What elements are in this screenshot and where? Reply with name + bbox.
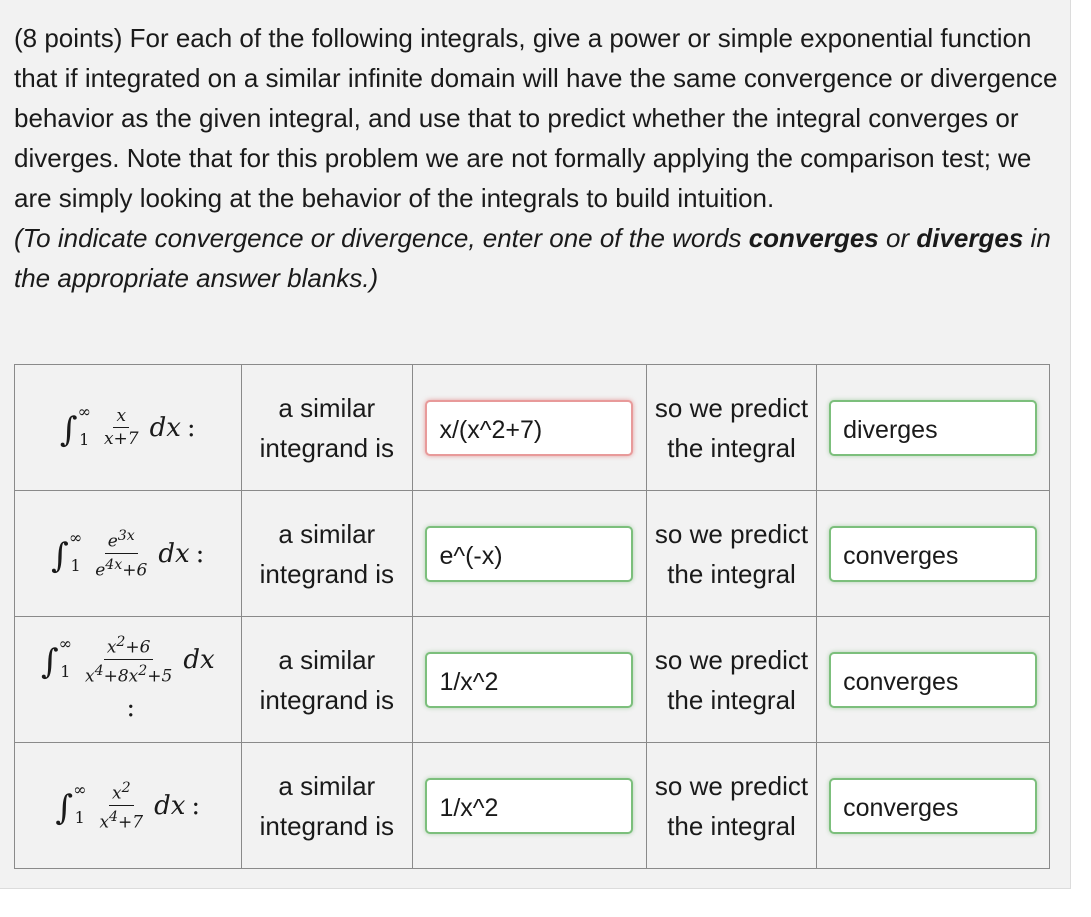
integral-sign: ∫ [51,535,69,576]
colon: : [126,692,136,723]
integrand-answer-cell [413,617,647,743]
instruction-note [14,218,1059,298]
upper-limit: ∞ [73,779,87,799]
predict-label: so we predict the integral [654,770,809,841]
predict-label-cell [646,617,816,743]
integral-sign: ∫ [59,409,78,450]
integrand-answer-cell [413,491,647,617]
similar-label: a similar integrand is [259,644,395,715]
table-row [15,491,1050,617]
integral-cell [15,365,242,491]
denominator: x+7 [103,429,139,449]
problem-text: (8 points) For each of the following integrals, give a power or simple exponential function that if integrated on a similar infinite domain will have the same convergence or divergence behavior as the given integral, and use that to predict whether the integral converges or diverges. Note that for this problem we are not formally applying the comparison test; we are simply looking at the behavior of the integrals to build intuition. [14,23,1058,213]
note-or: or [878,223,917,253]
denominator: $x^4+7$ [99,809,144,833]
integrand-answer-input[interactable]: x/(x^2+7) [425,400,633,456]
predict-label-cell [646,365,816,491]
differential: dx [183,644,215,675]
similar-label: a similar integrand is [259,770,395,841]
predict-label: so we predict the integral [654,644,809,715]
lower-limit: 1 [70,555,81,575]
integrand-answer-input[interactable]: 1/x^2 [425,778,633,834]
behavior-answer-input[interactable]: diverges [829,400,1037,456]
problem-statement [14,18,1059,298]
behavior-answer-cell [817,491,1050,617]
similar-label: a similar integrand is [259,518,395,589]
differential: dx [149,412,181,443]
similar-label-cell [241,743,412,869]
similar-label: a similar integrand is [259,392,395,463]
predict-label: so we predict the integral [654,392,809,463]
integral-expression [51,525,204,581]
lower-limit: 1 [74,807,85,827]
integral-limits [73,779,87,827]
denominator: $x^4+8x^2+5$ [84,663,173,687]
integrand-answer-input[interactable]: 1/x^2 [425,652,633,708]
similar-label-cell [241,365,412,491]
integral-cell [15,617,242,743]
colon: : [186,412,196,443]
integral-limits [58,633,72,681]
integrand-answer-cell [413,743,647,869]
upper-limit: ∞ [58,633,72,653]
integral-expression [15,631,241,727]
integrand-fraction [82,631,175,687]
colon: : [195,538,205,569]
integral-limits [68,527,83,575]
similar-label-cell [241,491,412,617]
predict-label-cell [646,743,816,869]
integral-sign: ∫ [40,641,59,682]
denominator: $e^{4x}+6$ [95,557,148,581]
differential: dx [158,538,190,569]
integral-sign: ∫ [55,787,74,828]
integrand-fraction [92,525,150,581]
behavior-answer-input[interactable]: converges [829,652,1037,708]
word-diverges: diverges [916,223,1024,253]
similar-label-cell [241,617,412,743]
behavior-answer-cell [817,365,1050,491]
lower-limit: 1 [60,661,71,681]
word-converges: converges [748,223,879,253]
numerator: $x^2$ [109,777,134,806]
note-before: (To indicate convergence or divergence, enter one of the words [14,223,749,253]
lower-limit: 1 [79,429,90,449]
behavior-answer-input[interactable]: converges [829,526,1037,582]
numerator: x [113,405,129,428]
predict-label-cell [646,491,816,617]
answer-table [14,364,1050,869]
numerator: $x^2+6$ [104,631,154,660]
integrand-answer-cell [413,365,647,491]
note-after: in the appropriate answer blanks.) [14,223,1051,293]
integrand-fraction [96,777,146,833]
table-row [15,617,1050,743]
integral-expression [55,777,200,833]
behavior-answer-input[interactable]: converges [829,778,1037,834]
upper-limit: ∞ [68,527,83,547]
predict-label: so we predict the integral [654,518,809,589]
integral-limits [77,401,91,449]
integrand-answer-input[interactable]: e^(-x) [425,526,633,582]
numerator: $e^{3x}$ [105,525,138,554]
behavior-answer-cell [817,743,1050,869]
integral-expression [59,401,196,450]
upper-limit: ∞ [77,401,91,421]
behavior-answer-cell [817,617,1050,743]
integral-cell [15,743,242,869]
table-row [15,365,1050,491]
integrand-fraction [101,405,142,450]
integral-main-line [41,631,215,687]
table-row [15,743,1050,869]
colon: : [191,790,201,821]
differential: dx [154,790,186,821]
integral-cell [15,491,242,617]
